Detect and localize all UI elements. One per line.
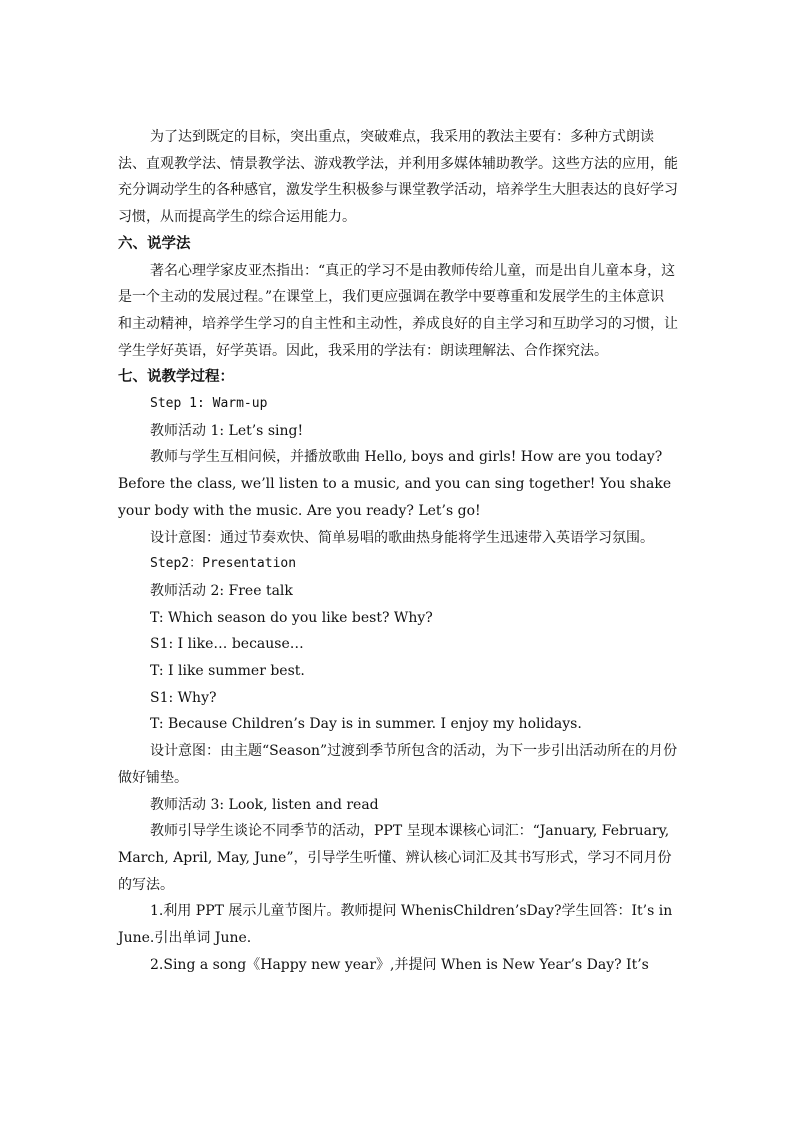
activity2-label: 教师活动 2: Free talk [150,582,293,599]
heading-learning-methods: 六、说学法 [118,235,191,252]
step2-label: Step2：Presentation [150,556,297,572]
dialog-line-3: T: I like summer best. [150,663,305,680]
step1-label: Step 1: Warm-up [150,396,268,412]
dialog-line-5: T: Because Children’s Day is in summer. I enjoy my holidays. [150,716,582,733]
dialog-line-4: S1: Why? [150,689,217,706]
paragraph-teaching-methods: 为了达到既定的目标，突出重点，突破难点，我采用的教法主要有：多种方式朗读法、直观教学法、情景教学法、游戏教学法，并利用多媒体辅助教学。这些方法的应用，能充分调动学生的各种感官，激发学生积极参与课堂教学活动，培养学生大胆表达的良好学习习惯，从而提高学生的综合运用能力。 [118,129,678,226]
list-item-1: 1.利用 PPT 展示儿童节图片。教师提问 WhenisChildren’sDay?学生回答：It’s in June.引出单词 June. [118,903,673,947]
paragraph-core-vocab: 教师引导学生谈论不同季节的活动，PPT 呈现本课核心词汇：“January, February, March, April, May, June”，引导学生听懂、辨认核心词汇及其书写形式，学习不同月份的写法。 [118,823,672,893]
dialog-line-1: T: Which season do you like best? Why? [150,609,433,626]
dialog-line-2: S1: I like… because… [150,636,304,653]
paragraph-learning-methods: 著名心理学家皮亚杰指出：“真正的学习不是由教师传给儿童，而是出自儿童本身，这是一个主动的发展过程。”在课堂上，我们更应强调在教学中要尊重和发展学生的主体意识和主动精神，培养学生学习的自主性和主动性，养成良好的自主学习和互助学习的习惯，让学生学好英语，好学英语。因此，我采用的学法有：朗读理解法、合作探究法。 [118,262,678,359]
activity1-label: 教师活动 1: Let’s sing! [150,422,304,439]
design-intent-1: 设计意图：通过节奏欢快、简单易唱的歌曲热身能将学生迅速带入英语学习氛围。 [150,529,654,546]
activity3-label: 教师活动 3: Look, listen and read [150,796,379,813]
document-body [118,124,678,979]
design-intent-2: 设计意图：由主题“Season”过渡到季节所包含的活动，为下一步引出活动所在的月份做好铺垫。 [118,743,678,786]
heading-teaching-process: 七、说教学过程： [118,369,234,386]
list-item-2: 2.Sing a song《Happy new year》,并提问 When is New Year’s Day? It’s [150,956,649,973]
paragraph-warmup: 教师与学生互相问候，并播放歌曲 Hello, boys and girls! How are you today? Before the class, we’ll listen to a music, and you can sing together! You shake your body with the music. Are you ready? Let’s go! [118,449,672,519]
